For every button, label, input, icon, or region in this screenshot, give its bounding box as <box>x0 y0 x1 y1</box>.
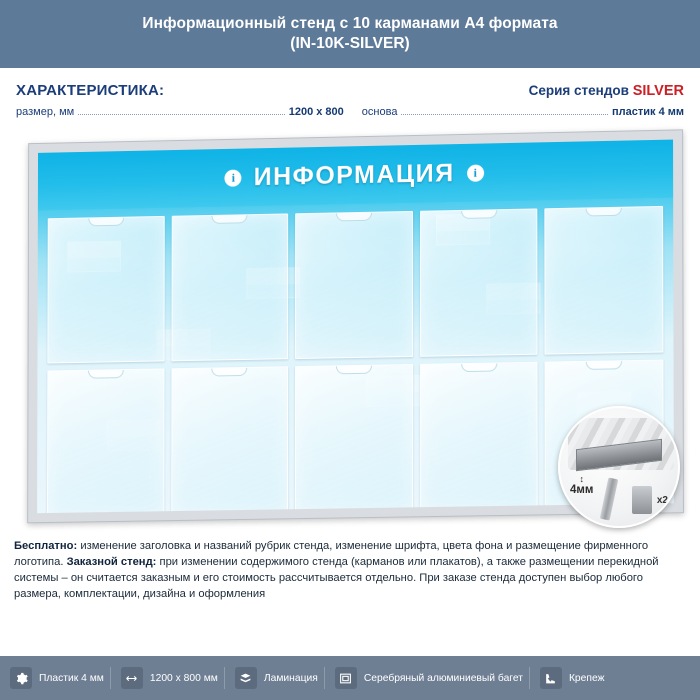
info-icon-right: i <box>467 164 484 181</box>
pocket-a4 <box>171 366 288 513</box>
page-header <box>0 0 700 68</box>
mount-bracket-icon <box>632 486 652 514</box>
feature-label: Крепеж <box>568 672 605 684</box>
feature-label: 1200 х 800 мм <box>149 672 218 684</box>
pocket-row-top <box>47 206 663 364</box>
feature-item-frame <box>325 667 529 689</box>
mount-icon <box>540 667 562 689</box>
bracket-quantity: x2 <box>656 495 668 506</box>
stand-title: ИНФОРМАЦИЯ <box>253 158 455 191</box>
pocket-a4 <box>295 364 413 512</box>
gear-icon <box>10 667 32 689</box>
pocket-a4 <box>47 216 164 364</box>
description-text <box>14 538 686 602</box>
thickness-label <box>570 474 593 496</box>
detail-callout <box>558 406 680 528</box>
series-label-group <box>529 83 684 99</box>
dot-leader-base <box>401 114 608 115</box>
series-name: SILVER <box>632 83 684 99</box>
feature-label: Ламинация <box>263 672 318 684</box>
feature-bar <box>0 656 700 700</box>
base-label: основа <box>361 106 398 118</box>
header-title-line1: Информационный стенд с 10 карманами А4 формата <box>142 15 558 32</box>
thickness-arrow-icon: ↕ <box>579 474 584 484</box>
lamination-icon <box>235 667 257 689</box>
pocket-a4 <box>47 368 164 513</box>
pocket-a4 <box>420 208 538 356</box>
feature-item-plastic <box>0 667 110 689</box>
info-icon-left: i <box>225 169 242 186</box>
specification-title: ХАРАКТЕРИСТИКА: <box>16 82 165 99</box>
feature-item-lamination <box>225 667 324 689</box>
resize-icon <box>121 667 143 689</box>
custom-order-label: Заказной стенд: <box>66 556 157 568</box>
pocket-a4 <box>545 206 664 355</box>
pocket-a4 <box>295 211 413 359</box>
header-title-line2: (IN-10K-SILVER) <box>290 35 410 52</box>
feature-item-size <box>111 667 224 689</box>
size-value: 1200 х 800 <box>288 106 344 118</box>
base-value: пластик 4 мм <box>611 106 685 118</box>
size-label: размер, мм <box>16 106 75 118</box>
custom-order-text: при изменении содержимого стенда (карманов или плакатов), а также размещении перекидной системы – он считается заказным и его стоимость рассчитывается отдельно. При заказе стенда доступен выбор любого размера, комплектации, дизайна и оформления <box>14 556 659 600</box>
pocket-a4 <box>420 362 538 510</box>
specification-header-row <box>16 82 684 99</box>
thickness-value: 4мм <box>570 484 594 496</box>
feature-label: Серебряный алюминиевый багет <box>363 672 523 684</box>
specification-block <box>0 68 700 124</box>
feature-label: Пластик 4 мм <box>39 672 104 684</box>
feature-item-mount <box>530 667 611 689</box>
screw-icon <box>600 477 619 520</box>
stand-illustration-area <box>10 130 690 530</box>
free-options-text: изменение заголовка и названий рубрик стенда, изменение шрифта, цвета фона и размещение фирменного логотипа. <box>14 540 649 568</box>
pocket-a4 <box>171 213 288 361</box>
dot-leader-size <box>78 114 285 115</box>
frame-icon <box>335 667 357 689</box>
series-label: Серия стендов <box>528 83 629 98</box>
free-options-label: Бесплатно: <box>14 540 78 552</box>
specification-values-row <box>16 106 684 118</box>
